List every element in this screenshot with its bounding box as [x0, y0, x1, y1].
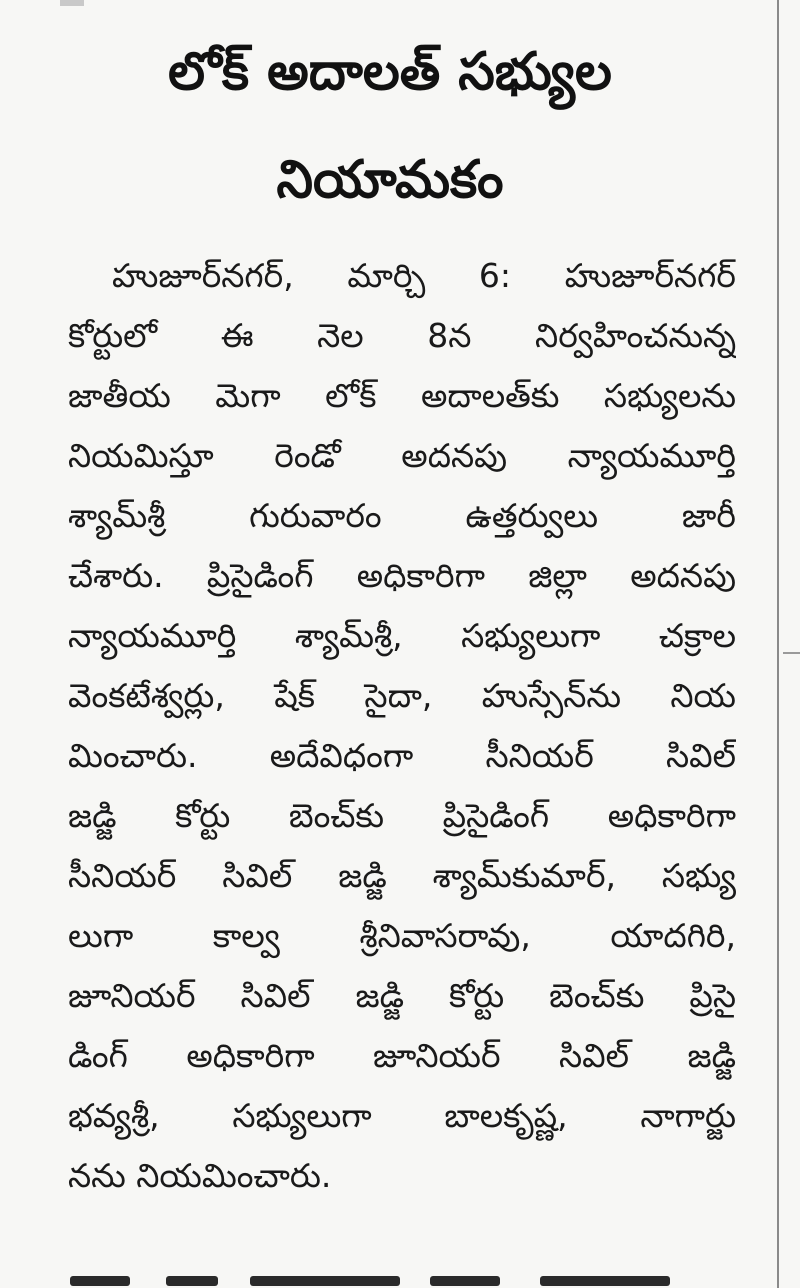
body-line-6: చేశారు. ప్రిసైడింగ్ అధికారిగా జిల్లా అదనపు — [68, 556, 736, 595]
body-line-3: జాతీయ మెగా లోక్ అదాలత్‌కు సభ్యులను — [68, 376, 736, 415]
body-line-15: భవ్యశ్రీ, సభ్యులుగా బాలకృష్ణ, నాగార్జు — [68, 1096, 736, 1135]
body-line-4: నియమిస్తూ రెండో అదనపు న్యాయమూర్తి — [68, 436, 736, 475]
body-line-1: హుజూర్‌నగర్, మార్చి 6: హుజూర్‌నగర్ — [112, 256, 736, 295]
cutoff-glyphs — [540, 1276, 670, 1286]
cutoff-glyphs — [70, 1276, 130, 1286]
column-divider-rule — [777, 0, 779, 1288]
body-line-7: న్యాయమూర్తి శ్యామ్‌శ్రీ, సభ్యులుగా చక్రాల — [68, 616, 736, 655]
print-smudge — [60, 0, 84, 6]
body-line-12: లుగా కాల్వ శ్రీనివాసరావు, యాదగిరి, — [68, 916, 736, 955]
headline-line-1: లోక్ అదాలత్ సభ్యుల — [168, 42, 612, 102]
body-line-10: జడ్జి కోర్టు బెంచ్‌కు ప్రిసైడింగ్ అధికారిగా — [68, 796, 736, 835]
body-line-5: శ్యామ్‌శ్రీ గురువారం ఉత్తర్వులు జారీ — [68, 496, 736, 535]
cutoff-glyphs — [166, 1276, 218, 1286]
body-line-9: మించారు. అదేవిధంగా సీనియర్ సివిల్ — [68, 736, 736, 775]
body-line-8: వెంకటేశ్వర్లు, షేక్ సైదా, హుస్సేన్‌ను నియ — [68, 676, 736, 715]
body-line-16: నను నియమించారు. — [68, 1156, 332, 1195]
adjacent-column-rule — [783, 652, 800, 654]
body-line-14: డింగ్ అధికారిగా జూనియర్ సివిల్ జడ్జి — [68, 1036, 736, 1075]
cutoff-glyphs — [430, 1276, 500, 1286]
body-line-11: సీనియర్ సివిల్ జడ్జి శ్యామ్‌కుమార్, సభ్యు — [68, 856, 736, 895]
body-line-13: జూనియర్ సివిల్ జడ్జి కోర్టు బెంచ్‌కు ప్రిసై — [68, 976, 736, 1015]
body-line-2: కోర్టులో ఈ నెల 8న నిర్వహించనున్న — [68, 316, 736, 355]
headline-line-2: నియామకం — [276, 150, 504, 210]
next-article-cutoff — [70, 1270, 710, 1288]
cutoff-glyphs — [250, 1276, 400, 1286]
